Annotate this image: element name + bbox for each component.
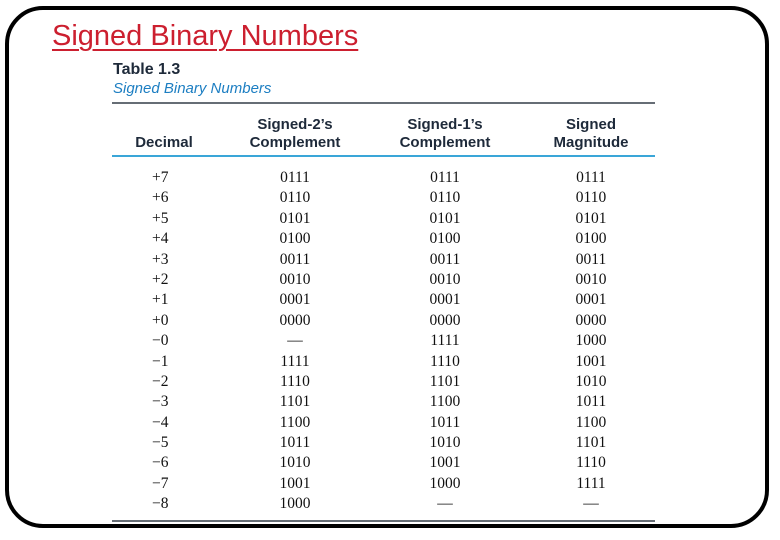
- signed-magnitude-cell: 0101: [575, 209, 607, 227]
- twos-complement-cell: 1011: [279, 434, 311, 452]
- ones-complement-cell: 0110: [429, 189, 461, 207]
- header-signed-magnitude: [526, 114, 656, 152]
- table-top-rule: [112, 102, 655, 104]
- twos-complement-cell: 1111: [280, 352, 310, 370]
- decimal-cell: +0: [152, 311, 169, 329]
- twos-complement-cell: 1100: [279, 413, 311, 431]
- signed-magnitude-column: [551, 168, 631, 515]
- signed-magnitude-cell: —: [583, 495, 599, 513]
- ones-complement-cell: 0111: [430, 169, 460, 186]
- header-decimal-label: Decimal: [135, 134, 193, 151]
- decimal-cell: +3: [152, 250, 169, 268]
- ones-complement-cell: 1000: [429, 474, 461, 492]
- decimal-cell: −6: [152, 454, 169, 472]
- header-twos-complement: [225, 114, 365, 152]
- twos-complement-cell: 1001: [279, 474, 311, 492]
- decimal-cell: −1: [152, 352, 169, 370]
- header-decimal: [122, 114, 206, 152]
- signed-magnitude-cell: 1001: [575, 352, 607, 370]
- twos-complement-cell: 0110: [279, 189, 311, 207]
- ones-complement-cell: 0100: [429, 230, 461, 248]
- header-magnitude-line2: Magnitude: [553, 134, 629, 151]
- decimal-cell: +1: [152, 291, 169, 309]
- ones-complement-cell: 1100: [429, 393, 461, 411]
- ones-complement-cell: 1110: [430, 352, 460, 370]
- table-number: Table 1.3: [113, 61, 181, 78]
- ones-complement-cell: 1101: [429, 372, 461, 390]
- twos-complement-cell: 0011: [279, 250, 311, 268]
- signed-magnitude-cell: 1110: [576, 454, 606, 472]
- decimal-cell: −8: [152, 495, 169, 513]
- signed-magnitude-cell: 1011: [575, 393, 607, 411]
- header-magnitude-line1: Signed: [565, 116, 616, 133]
- table-caption: Signed Binary Numbers: [113, 80, 272, 97]
- decimal-cell: +5: [152, 209, 169, 227]
- twos-complement-column: [255, 168, 335, 515]
- twos-complement-cell: 0000: [279, 311, 311, 329]
- decimal-cell: +6: [152, 189, 169, 207]
- ones-complement-cell: —: [437, 495, 453, 513]
- ones-complement-cell: 1111: [430, 332, 460, 350]
- ones-complement-cell: 1011: [429, 413, 461, 431]
- twos-complement-cell: 1101: [279, 393, 311, 411]
- ones-complement-cell: 0011: [429, 250, 461, 268]
- ones-complement-column: [405, 168, 485, 515]
- signed-magnitude-cell: 1101: [575, 434, 607, 452]
- header-ones-line1: Signed-1’s: [407, 116, 483, 133]
- signed-magnitude-cell: 0110: [575, 189, 607, 207]
- signed-magnitude-cell: 0011: [575, 250, 607, 268]
- decimal-column: [152, 168, 192, 515]
- header-ones-complement: [375, 114, 515, 152]
- signed-magnitude-cell: 0000: [575, 311, 607, 329]
- ones-complement-cell: 0010: [429, 270, 461, 288]
- decimal-cell: −0: [152, 332, 169, 350]
- twos-complement-cell: 1110: [280, 372, 310, 390]
- ones-complement-cell: 1010: [429, 434, 461, 452]
- twos-complement-cell: 1010: [279, 454, 311, 472]
- ones-complement-cell: 0101: [429, 209, 461, 227]
- decimal-cell: +7: [152, 169, 169, 186]
- ones-complement-cell: 0001: [429, 291, 461, 309]
- twos-complement-cell: 0101: [279, 209, 311, 227]
- ones-complement-cell: 1001: [429, 454, 461, 472]
- signed-magnitude-cell: 0100: [575, 230, 607, 248]
- decimal-cell: −3: [152, 393, 169, 411]
- twos-complement-cell: 0111: [280, 169, 310, 186]
- signed-magnitude-cell: 1000: [575, 332, 607, 350]
- twos-complement-cell: —: [287, 332, 303, 350]
- decimal-cell: −5: [152, 434, 169, 452]
- header-twos-line2: Complement: [249, 134, 341, 151]
- table-bottom-rule: [112, 520, 655, 522]
- signed-magnitude-cell: 0001: [575, 291, 607, 309]
- signed-magnitude-cell: 1010: [575, 372, 607, 390]
- decimal-cell: −4: [152, 413, 169, 431]
- signed-magnitude-cell: 0111: [576, 169, 606, 186]
- header-twos-line1: Signed-2’s: [257, 116, 333, 133]
- signed-magnitude-cell: 0010: [575, 270, 607, 288]
- signed-magnitude-cell: 1100: [575, 413, 607, 431]
- ones-complement-cell: 0000: [429, 311, 461, 329]
- twos-complement-cell: 0100: [279, 230, 311, 248]
- twos-complement-cell: 1000: [279, 495, 311, 513]
- decimal-cell: −7: [152, 474, 169, 492]
- table-header-rule: [112, 155, 655, 157]
- slide-title: Signed Binary Numbers: [52, 20, 359, 52]
- signed-magnitude-cell: 1111: [576, 474, 606, 492]
- twos-complement-cell: 0010: [279, 270, 311, 288]
- decimal-cell: +2: [152, 270, 169, 288]
- header-ones-line2: Complement: [399, 134, 491, 151]
- decimal-cell: −2: [152, 372, 169, 390]
- decimal-cell: +4: [152, 230, 169, 248]
- twos-complement-cell: 0001: [279, 291, 311, 309]
